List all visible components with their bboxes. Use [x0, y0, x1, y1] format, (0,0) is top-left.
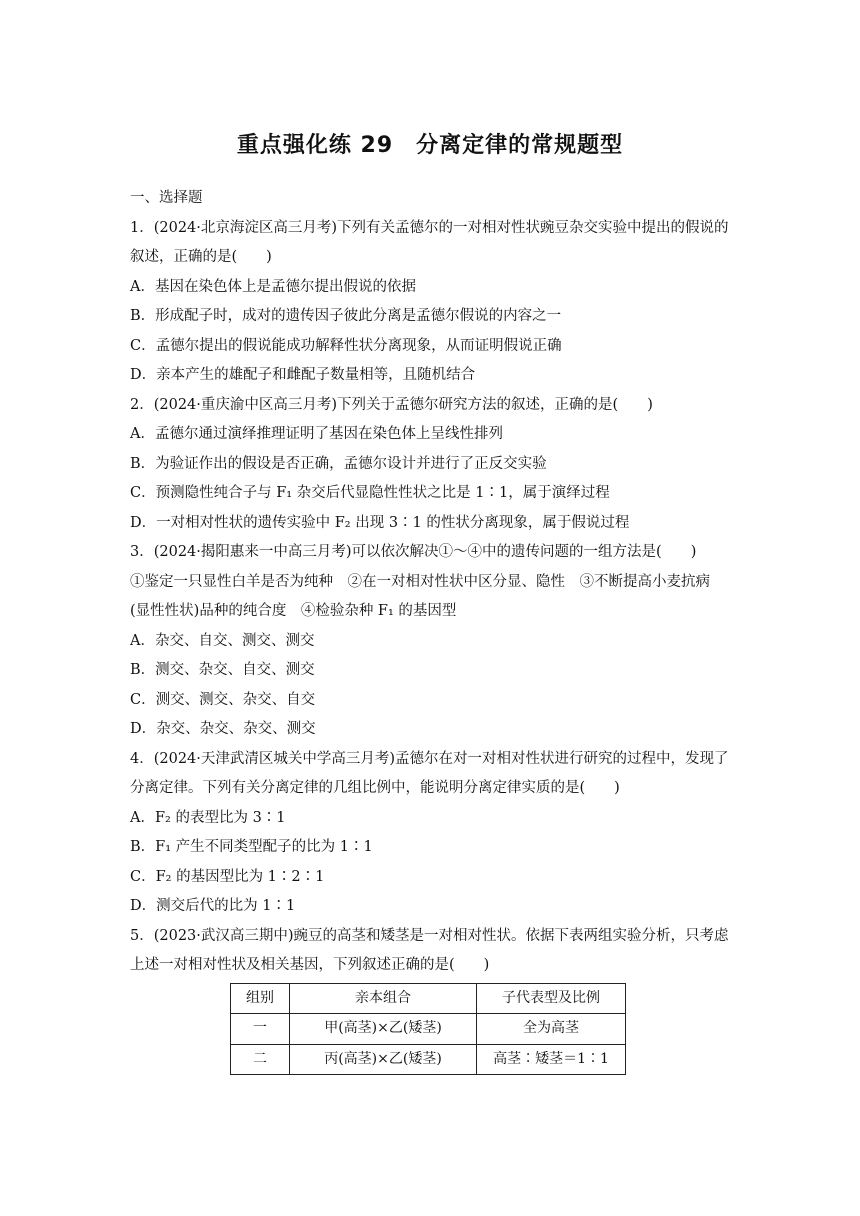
q4-option-b: B．F₁ 产生不同类型配子的比为 1∶1 — [130, 839, 373, 855]
table-cell: 一 — [231, 1014, 290, 1045]
experiment-table — [230, 983, 626, 1076]
q3-items-line-1: ①鉴定一只显性白羊是否为纯种 ②在一对相对性状中区分显、隐性 ③不断提高小麦抗病 — [130, 573, 710, 590]
q3-stem: 3．(2024·揭阳惠来一中高三月考)可以依次解决①～④中的遗传问题的一组方法是( ) — [130, 544, 697, 560]
q2-option-b: B．为验证作出的假设是否正确，孟德尔设计并进行了正反交实验 — [130, 455, 547, 472]
table-cell: 甲(高茎)×乙(矮茎) — [290, 1014, 477, 1045]
q1-stem-line-2: 叙述，正确的是( ) — [130, 249, 272, 265]
q3-option-b: B．测交、杂交、自交、测交 — [130, 662, 315, 678]
q1-stem-line-1: 1．(2024·北京海淀区高三月考)下列有关孟德尔的一对相对性状豌豆杂交实验中提出的假说的 — [130, 219, 729, 236]
table-row — [231, 1044, 626, 1075]
table-header-cell: 亲本组合 — [290, 983, 477, 1014]
q3-option-a: A．杂交、自交、测交、测交 — [130, 632, 315, 649]
table-cell: 高茎∶矮茎＝1∶1 — [477, 1044, 626, 1075]
q1-option-d: D．亲本产生的雄配子和雌配子数量相等，且随机结合 — [130, 367, 476, 383]
q4-option-c: C．F₂ 的基因型比为 1∶2∶1 — [130, 868, 325, 885]
table-header-cell: 子代表型及比例 — [477, 983, 626, 1014]
table-cell: 全为高茎 — [477, 1014, 626, 1045]
q2-option-c: C．预测隐性纯合子与 F₁ 杂交后代显隐性性状之比是 1∶1，属于演绎过程 — [130, 485, 610, 501]
q4-option-a: A．F₂ 的表型比为 3∶1 — [130, 809, 286, 826]
q2-option-d: D．一对相对性状的遗传实验中 F₂ 出现 3∶1 的性状分离现象，属于假说过程 — [130, 514, 630, 531]
q3-option-c: C．测交、测交、杂交、自交 — [130, 691, 316, 708]
q4-option-d: D．测交后代的比为 1∶1 — [130, 898, 296, 914]
q3-items-line-2: (显性性状)品种的纯合度 ④检验杂种 F₁ 的基因型 — [130, 603, 457, 619]
q4-stem-line-2: 分离定律。下列有关分离定律的几组比例中，能说明分离定律实质的是( ) — [130, 780, 620, 796]
q2-option-a: A．孟德尔通过演绎推理证明了基因在染色体上呈线性排列 — [130, 426, 503, 442]
page-title: 重点强化练 29 分离定律的常规题型 — [236, 133, 624, 158]
q1-option-c: C．孟德尔提出的假说能成功解释性状分离现象，从而证明假说正确 — [130, 337, 562, 354]
table-header-cell: 组别 — [231, 983, 290, 1014]
q1-option-a: A．基因在染色体上是孟德尔提出假说的依据 — [130, 278, 416, 295]
q4-stem-line-1: 4．(2024·天津武清区城关中学高三月考)孟德尔在对一对相对性状进行研究的过程中，发现了 — [130, 750, 729, 767]
table-row — [231, 1014, 626, 1045]
q3-option-d: D．杂交、杂交、杂交、测交 — [130, 721, 316, 737]
question-content — [130, 184, 740, 1075]
q2-stem: 2．(2024·重庆渝中区高三月考)下列关于孟德尔研究方法的叙述，正确的是( ) — [130, 396, 653, 413]
q5-stem-line-2: 上述一对相对性状及相关基因，下列叙述正确的是( ) — [130, 957, 490, 973]
table-cell: 二 — [231, 1044, 290, 1075]
section-heading: 一、选择题 — [130, 190, 203, 206]
q1-option-b: B．形成配子时，成对的遗传因子彼此分离是孟德尔假说的内容之一 — [130, 308, 562, 324]
table-cell: 丙(高茎)×乙(矮茎) — [290, 1044, 477, 1075]
table-header-row — [231, 983, 626, 1014]
q5-stem-line-1: 5．(2023·武汉高三期中)豌豆的高茎和矮茎是一对相对性状。依据下表两组实验分析，只考虑 — [130, 927, 729, 944]
